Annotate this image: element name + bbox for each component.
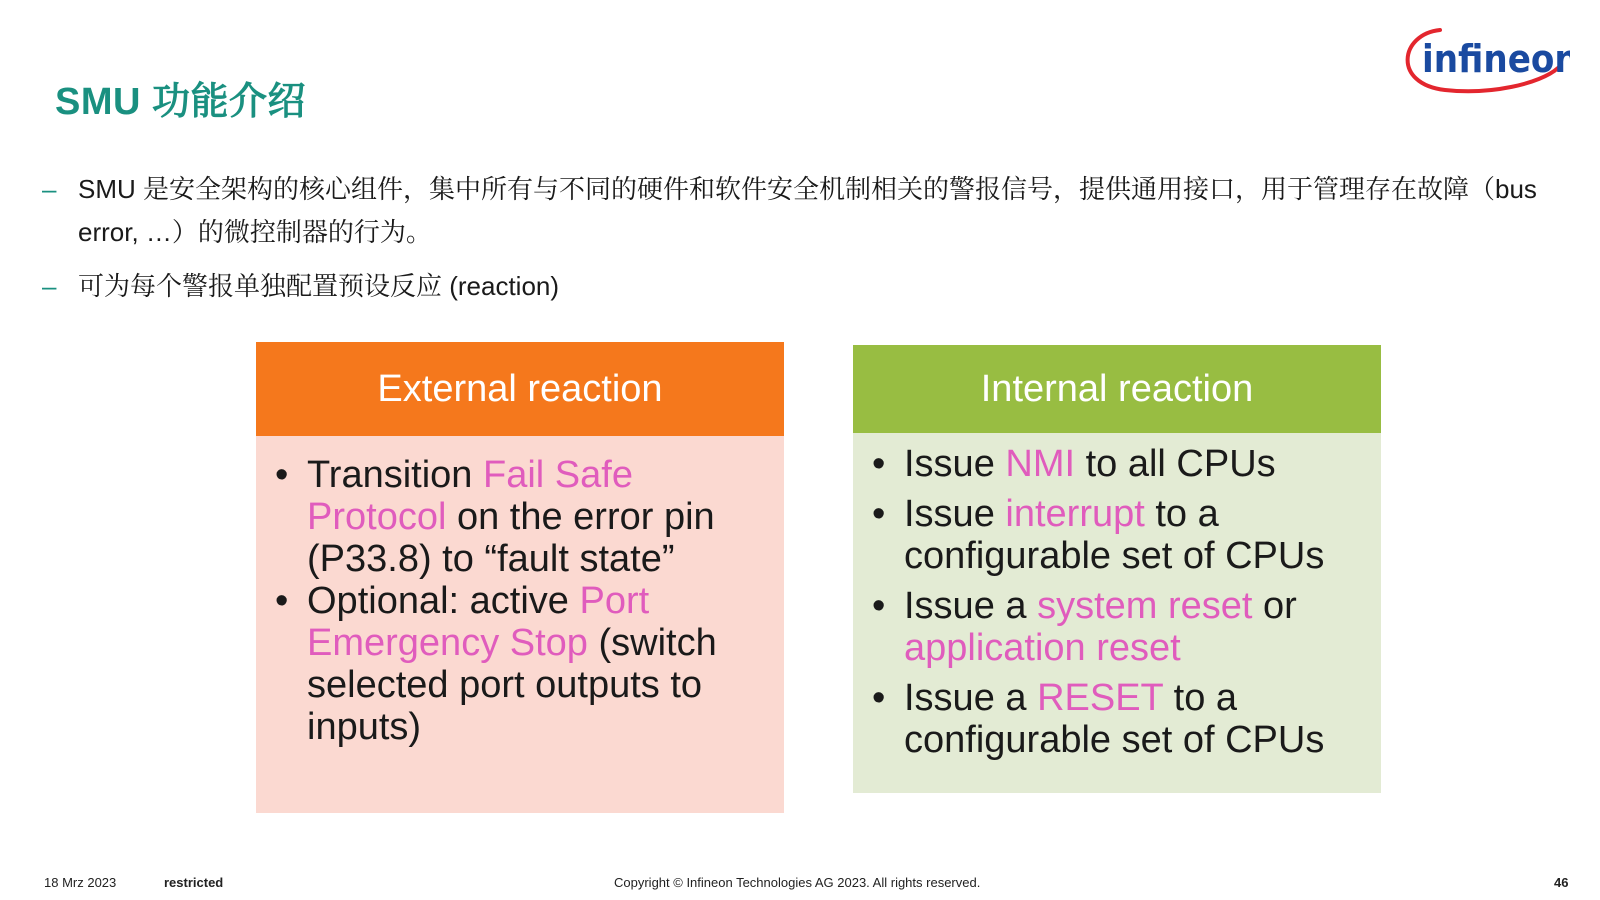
external-reaction-heading: External reaction (256, 342, 784, 436)
reaction-item (275, 454, 774, 580)
reaction-item (872, 585, 1371, 669)
highlighted-term: RESET (1037, 677, 1164, 719)
internal-reaction-body (853, 433, 1381, 793)
highlighted-term: application reset (904, 627, 1181, 669)
intro-bullet (42, 265, 1562, 308)
reaction-text: to a configurable set of CPUs (904, 677, 1325, 761)
external-reaction-box (256, 342, 784, 813)
reaction-text: Optional: active (307, 580, 580, 622)
slide-title: SMU 功能介绍 (55, 81, 307, 123)
reaction-item (872, 443, 1371, 485)
internal-reaction-heading: Internal reaction (853, 345, 1381, 433)
footer-copyright: Copyright © Infineon Technologies AG 2023. All rights reserved. (614, 875, 981, 890)
highlighted-term: Fail Safe Protocol (307, 454, 633, 538)
reaction-item (275, 580, 774, 748)
reaction-text: Issue (904, 493, 1006, 535)
reaction-text: Issue a (904, 585, 1038, 627)
external-reaction-body (256, 436, 784, 813)
reaction-text: to a configurable set of CPUs (904, 493, 1325, 577)
bullet-dot: • (275, 454, 289, 496)
reaction-text: on the error pin (P33.8) to “fault state” (307, 496, 715, 580)
dash-marker: – (42, 271, 57, 301)
bullet-dot: • (872, 493, 886, 535)
reaction-text: Issue (904, 443, 1006, 485)
footer-date: 18 Mrz 2023 (44, 875, 117, 890)
highlighted-term: system reset (1037, 585, 1253, 627)
highlighted-term: Port Emergency Stop (307, 580, 650, 664)
bullet-dot: • (872, 585, 886, 627)
external-reaction-list (275, 454, 774, 748)
page-number: 46 (1554, 875, 1569, 890)
footer-classification: restricted (164, 875, 224, 890)
reaction-text: Issue a (904, 677, 1038, 719)
dash-marker: – (42, 174, 57, 204)
reaction-item (872, 493, 1371, 577)
intro-bullet (42, 168, 1562, 254)
highlighted-term: interrupt (1005, 493, 1145, 535)
infineon-logo (1400, 22, 1570, 100)
bullet-dot: • (872, 677, 886, 719)
reaction-text: (switch selected port outputs to inputs) (307, 622, 717, 748)
intro-bullet-list (42, 168, 1562, 319)
bullet-dot: • (275, 580, 289, 622)
intro-bullet-text: SMU 是安全架构的核心组件，集中所有与不同的硬件和软件安全机制相关的警报信号，提供通用接口，用于管理存在故障（bus error, …）的微控制器的行为。 (78, 174, 1537, 247)
internal-reaction-list (872, 443, 1371, 761)
intro-bullet-text: 可为每个警报单独配置预设反应 (reaction) (78, 271, 560, 301)
reaction-text: or (1252, 585, 1297, 627)
reaction-text: Transition (307, 454, 483, 496)
logo-wordmark: infineon (1422, 37, 1570, 81)
highlighted-term: NMI (1005, 443, 1076, 485)
reaction-text: to all CPUs (1075, 443, 1276, 485)
bullet-dot: • (872, 443, 886, 485)
internal-reaction-box (853, 345, 1381, 793)
reaction-item (872, 677, 1371, 761)
